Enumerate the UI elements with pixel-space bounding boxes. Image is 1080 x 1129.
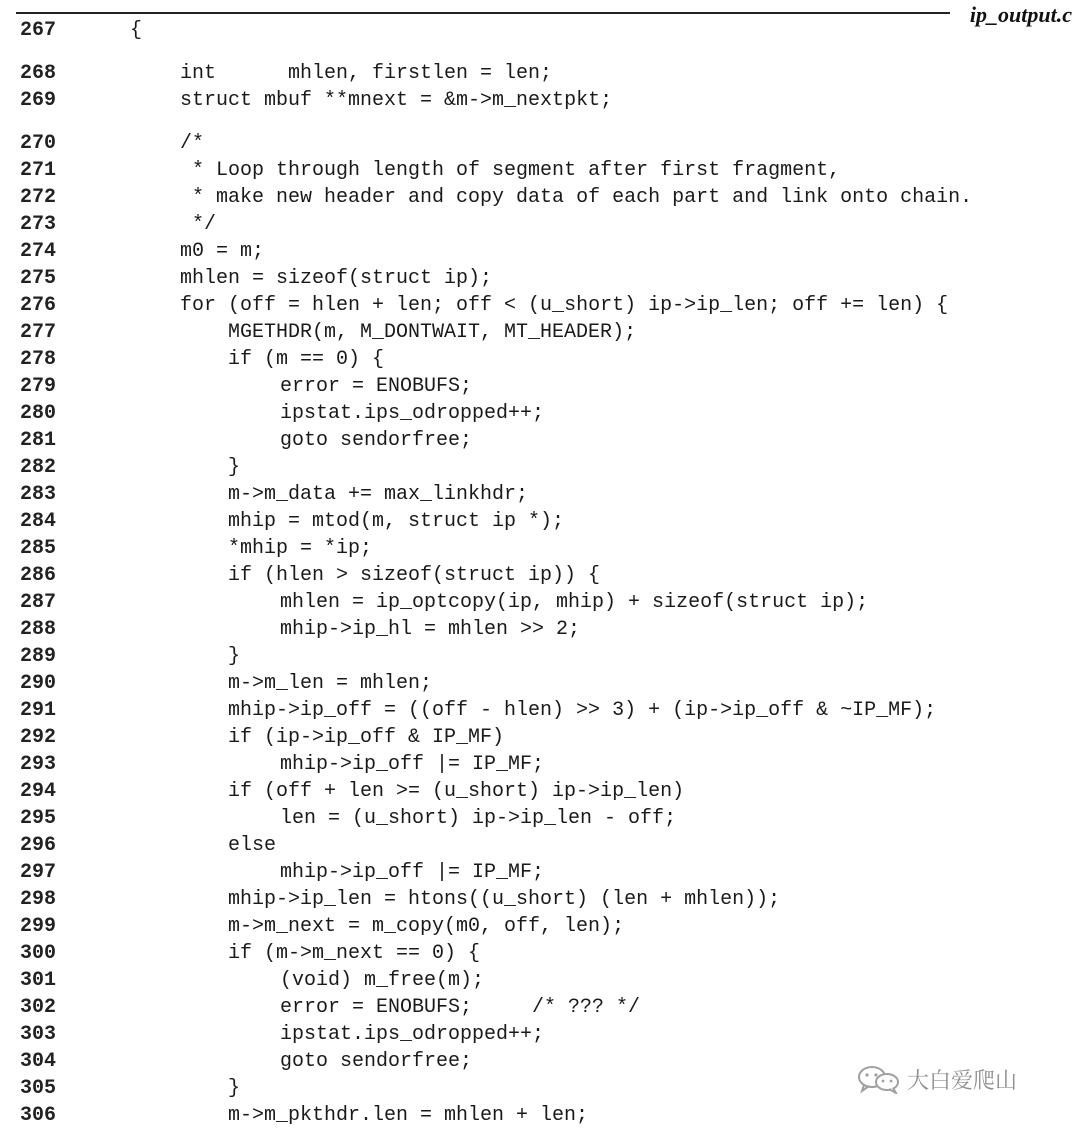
line-number: 293 bbox=[20, 753, 57, 776]
watermark-text: 大白爱爬山 bbox=[907, 1068, 1018, 1094]
code-text: m0 = m; bbox=[180, 240, 265, 263]
code-text: error = ENOBUFS; bbox=[280, 375, 473, 398]
line-number: 302 bbox=[20, 996, 57, 1019]
code-text: ipstat.ips_odropped++; bbox=[280, 402, 545, 425]
line-number: 303 bbox=[20, 1023, 57, 1046]
line-number: 296 bbox=[20, 834, 57, 857]
code-text: *mhip = *ip; bbox=[228, 537, 373, 560]
code-text: if (m->m_next == 0) { bbox=[228, 942, 481, 965]
code-text: mhlen = ip_optcopy(ip, mhip) + sizeof(struct ip); bbox=[280, 591, 869, 614]
line-number: 291 bbox=[20, 699, 57, 722]
code-text: if (m == 0) { bbox=[228, 348, 385, 371]
line-number: 280 bbox=[20, 402, 57, 425]
code-text: else bbox=[228, 834, 277, 857]
code-text: len = (u_short) ip->ip_len - off; bbox=[280, 807, 677, 830]
code-text: MGETHDR(m, M_DONTWAIT, MT_HEADER); bbox=[228, 321, 637, 344]
code-text: for (off = hlen + len; off < (u_short) ip->ip_len; off += len) { bbox=[180, 294, 949, 317]
line-number: 285 bbox=[20, 537, 57, 560]
code-text: int mhlen, firstlen = len; bbox=[180, 62, 553, 85]
line-number: 275 bbox=[20, 267, 57, 290]
code-text: m->m_data += max_linkhdr; bbox=[228, 483, 529, 506]
line-number: 290 bbox=[20, 672, 57, 695]
code-text: mhip->ip_len = htons((u_short) (len + mhlen)); bbox=[228, 888, 781, 911]
code-text: m->m_next = m_copy(m0, off, len); bbox=[228, 915, 625, 938]
file-label: ip_output.c bbox=[969, 2, 1072, 27]
code-text: struct mbuf **mnext = &m->m_nextpkt; bbox=[180, 89, 613, 112]
line-number: 301 bbox=[20, 969, 57, 992]
code-text: } bbox=[228, 1077, 241, 1100]
code-text: /* bbox=[180, 132, 205, 155]
code-text: (void) m_free(m); bbox=[280, 969, 485, 992]
code-text: { bbox=[130, 19, 143, 42]
code-text: mhlen = sizeof(struct ip); bbox=[180, 267, 493, 290]
code-text: goto sendorfree; bbox=[280, 429, 473, 452]
watermark bbox=[855, 1064, 1017, 1094]
code-text: * make new header and copy data of each part and link onto chain. bbox=[180, 186, 973, 209]
line-number: 272 bbox=[20, 186, 57, 209]
line-number: 304 bbox=[20, 1050, 57, 1073]
code-text: goto sendorfree; bbox=[280, 1050, 473, 1073]
line-number: 274 bbox=[20, 240, 57, 263]
line-number: 300 bbox=[20, 942, 57, 965]
line-number: 286 bbox=[20, 564, 57, 587]
line-number: 288 bbox=[20, 618, 57, 641]
line-number: 283 bbox=[20, 483, 57, 506]
line-number: 292 bbox=[20, 726, 57, 749]
line-number: 267 bbox=[20, 19, 57, 42]
line-number: 281 bbox=[20, 429, 57, 452]
line-number: 299 bbox=[20, 915, 57, 938]
line-number: 273 bbox=[20, 213, 57, 236]
code-text: */ bbox=[180, 213, 217, 236]
line-number: 278 bbox=[20, 348, 57, 371]
code-text: mhip = mtod(m, struct ip *); bbox=[228, 510, 565, 533]
line-number: 277 bbox=[20, 321, 57, 344]
code-text: } bbox=[228, 645, 241, 668]
code-text: if (off + len >= (u_short) ip->ip_len) bbox=[228, 780, 685, 803]
line-number: 268 bbox=[20, 62, 57, 85]
code-text: ipstat.ips_odropped++; bbox=[280, 1023, 545, 1046]
line-number: 289 bbox=[20, 645, 57, 668]
code-text: m->m_pkthdr.len = mhlen + len; bbox=[228, 1104, 589, 1127]
code-text: error = ENOBUFS; /* ??? */ bbox=[280, 996, 641, 1019]
code-text: * Loop through length of segment after first fragment, bbox=[180, 159, 841, 182]
wechat-icon bbox=[855, 1064, 901, 1094]
line-number: 305 bbox=[20, 1077, 57, 1100]
line-number: 306 bbox=[20, 1104, 57, 1127]
code-text: mhip->ip_off = ((off - hlen) >> 3) + (ip->ip_off & ~IP_MF); bbox=[228, 699, 937, 722]
code-text: m->m_len = mhlen; bbox=[228, 672, 433, 695]
line-number: 287 bbox=[20, 591, 57, 614]
line-number: 298 bbox=[20, 888, 57, 911]
line-number: 284 bbox=[20, 510, 57, 533]
line-number: 279 bbox=[20, 375, 57, 398]
line-number: 269 bbox=[20, 89, 57, 112]
header-rule bbox=[16, 12, 950, 14]
line-number: 282 bbox=[20, 456, 57, 479]
code-text: if (hlen > sizeof(struct ip)) { bbox=[228, 564, 601, 587]
line-number: 270 bbox=[20, 132, 57, 155]
code-text: mhip->ip_off |= IP_MF; bbox=[280, 753, 545, 776]
code-text: mhip->ip_hl = mhlen >> 2; bbox=[280, 618, 581, 641]
code-text: } bbox=[228, 456, 241, 479]
line-number: 297 bbox=[20, 861, 57, 884]
code-text: mhip->ip_off |= IP_MF; bbox=[280, 861, 545, 884]
line-number: 276 bbox=[20, 294, 57, 317]
line-number: 271 bbox=[20, 159, 57, 182]
code-text: if (ip->ip_off & IP_MF) bbox=[228, 726, 505, 749]
line-number: 294 bbox=[20, 780, 57, 803]
line-number: 295 bbox=[20, 807, 57, 830]
